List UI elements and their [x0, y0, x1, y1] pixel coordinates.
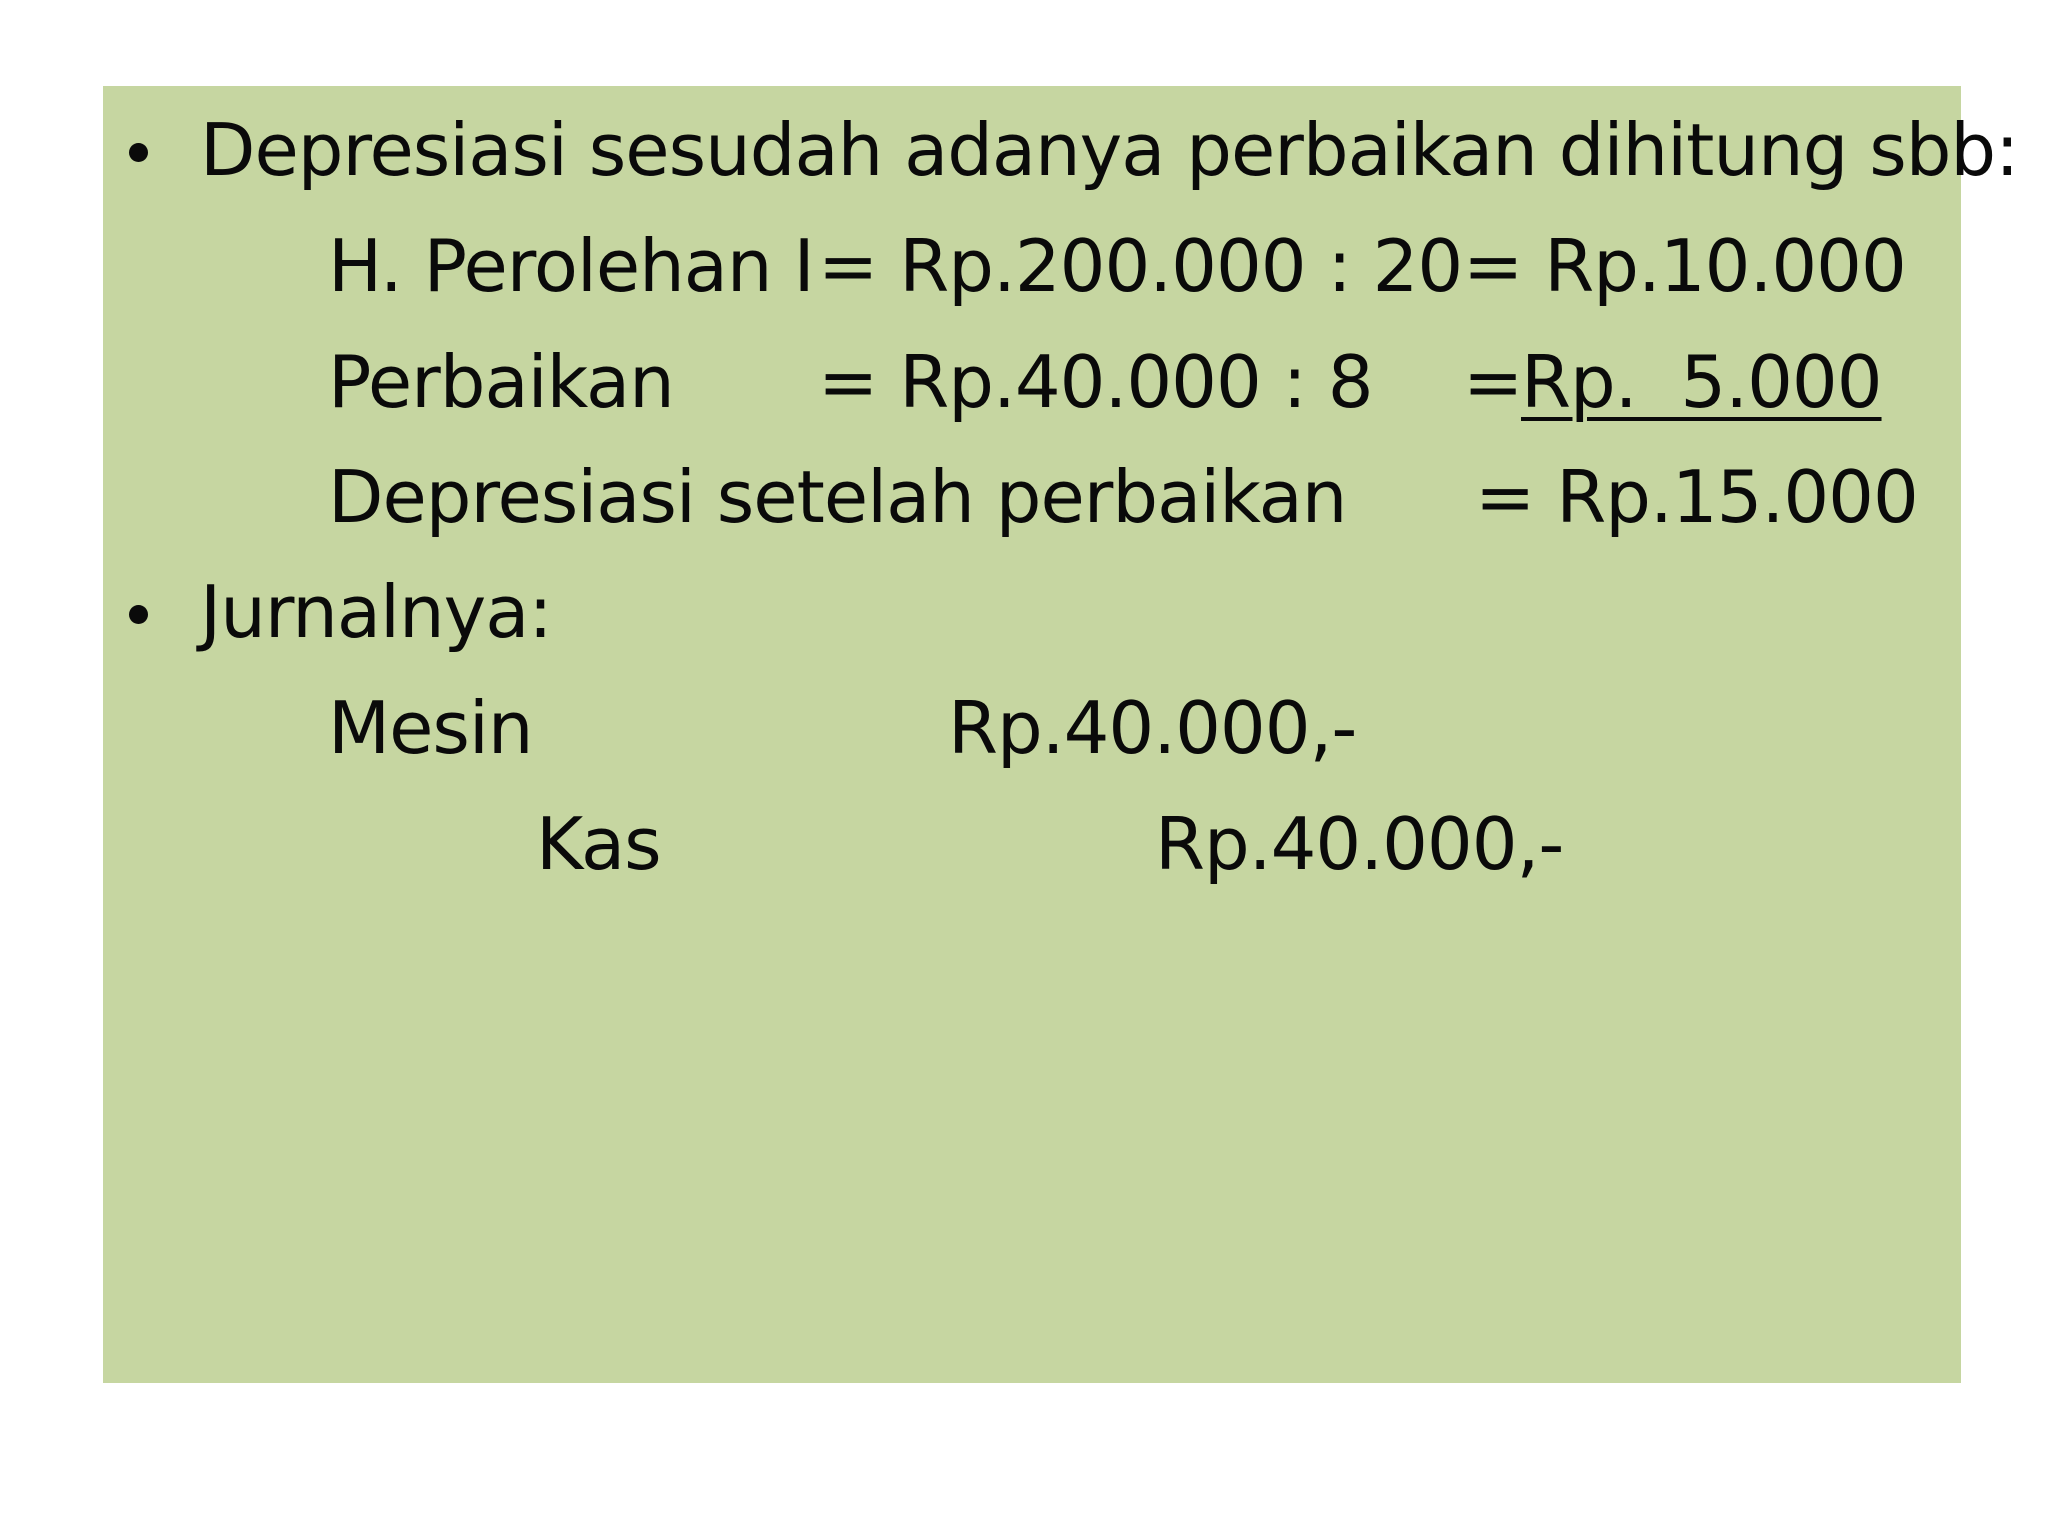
calc-row2-expression: = Rp.40.000 : 8 [818, 340, 1373, 424]
calc-row2-result-equals: = [1463, 340, 1523, 424]
calc-row2-result-value: Rp. 5.000 [1521, 340, 1882, 424]
journal-credit-amount: Rp.40.000,- [1155, 802, 1564, 886]
bullet-1-text: Depresiasi sesudah adanya perbaikan dihitung sbb: [200, 108, 2019, 192]
calc-row3-label: Depresiasi setelah perbaikan [328, 455, 1347, 539]
bullet-1-dot [129, 143, 148, 162]
bullet-2-dot [129, 605, 148, 624]
journal-credit-account: Kas [536, 802, 661, 886]
calc-row1-result: = Rp.10.000 [1463, 224, 1906, 308]
journal-debit-amount: Rp.40.000,- [948, 686, 1357, 770]
calc-row3-result: = Rp.15.000 [1475, 455, 1918, 539]
bullet-2-text: Jurnalnya: [200, 570, 552, 654]
journal-debit-account: Mesin [328, 686, 533, 770]
calc-row1-label: H. Perolehan I [328, 224, 814, 308]
calc-row2-label: Perbaikan [328, 340, 674, 424]
calc-row1-expression: = Rp.200.000 : 20 [818, 224, 1463, 308]
